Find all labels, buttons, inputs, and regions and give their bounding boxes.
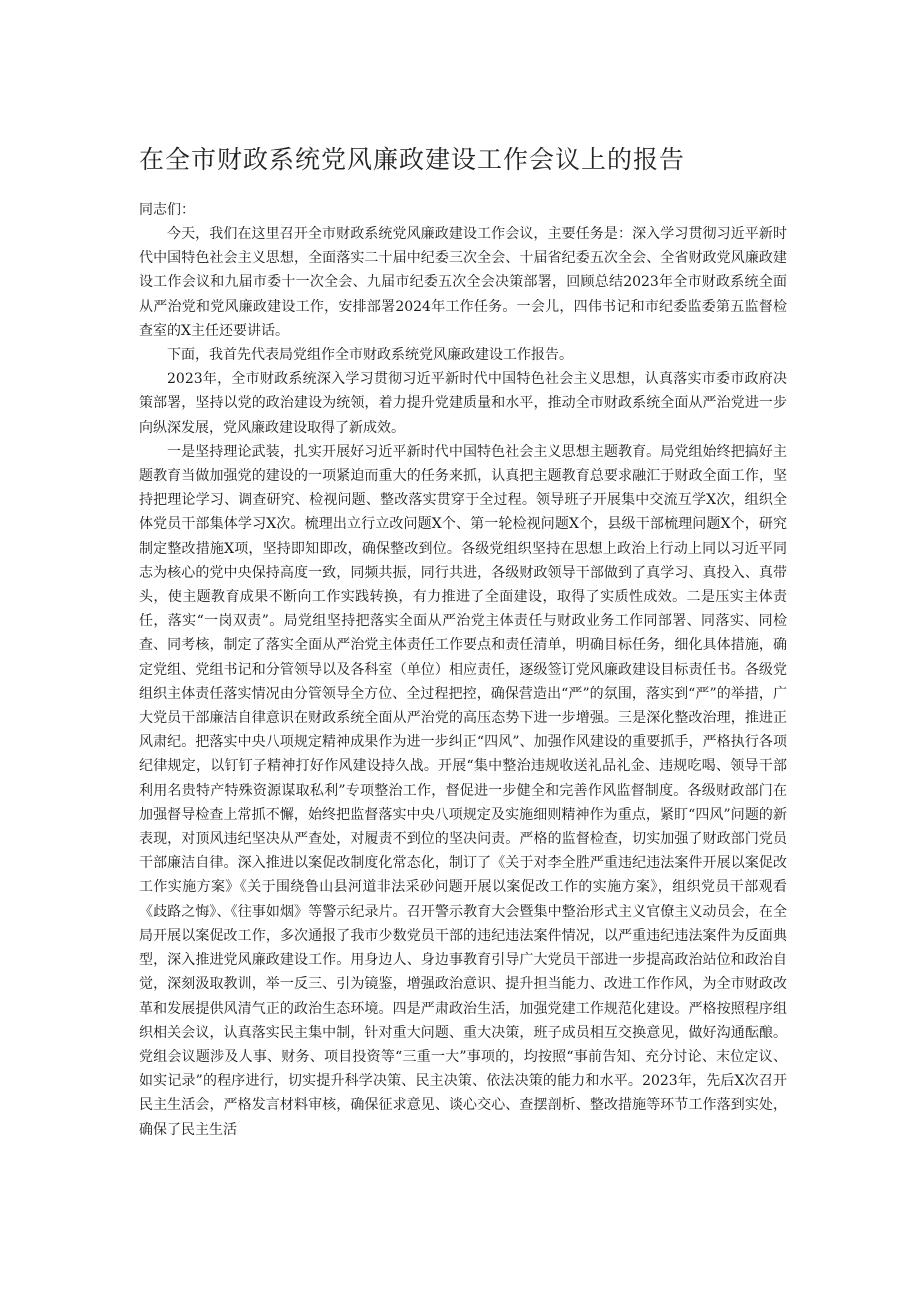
document-page [139, 0, 787, 1142]
paragraph-opening: 今天，我们在这里召开全市财政系统党风廉政建设工作会议，主要任务是：深入学习贯彻习近平新时代中国特色社会主义思想，全面落实二十届中纪委三次全会、十届省纪委五次全会、全省财政党风廉政建设工作会议和九届市委十一次全会、九届市纪委五次全会决策部署，回顾总结2023年全市财政系统全面从严治党和党风廉政建设工作，安排部署2024年工作任务。一会儿，四伟书记和市纪委监委第五监督检查室的X主任还要讲话。 [139, 226, 787, 339]
paragraph-intro: 下面，我首先代表局党组作全市财政系统党风廉政建设工作报告。 [167, 347, 573, 364]
salutation: 同志们： [139, 202, 195, 218]
paragraph-achievements: 一是坚持理论武装，扎实开展好习近平新时代中国特色社会主义思想主题教育。局党组始终把搞好主题教育当做加强党的建设的一项紧迫而重大的任务来抓，认真把主题教育总要求融汇于财政全面工作，坚持把理论学习、调查研究、检视问题、整改落实贯穿于全过程。领导班子开展集中交流互学X次，组织全体党员干部集体学习X次。梳理出立行立改问题X个、第一轮检视问题X个，县级干部梳理问题X个，研究制定整改措施X项，坚持即知即改，确保整改到位。各级党组织坚持在思想上政治上行动上同以习近平同志为核心的党中央保持高度一致，同频共振，同行共进，各级财政领导干部做到了真学习、真投入、真带头，使主题教育成果不断向工作实践转换，有力推进了全面建设，取得了实质性成效。二是压实主体责任，落实“一岗双责”。局党组坚持把落实全面从严治党主体责任与财政业务工作同部署、同落实、同检查、同考核，制定了落实全面从严治党主体责任工作要点和责任清单，明确目标任务，细化具体措施，确定党组、党组书记和分管领导以及各科室（单位）相应责任，逐级签订党风廉政建设目标责任书。各级党组织主体责任落实情况由分管领导全方位、全过程把控，确保营造出“严”的氛围，落实到“严”的举措，广大党员干部廉洁自律意识在财政系统全面从严治党的高压态势下进一步增强。三是深化整改治理，推进正风肃纪。把落实中央八项规定精神成果作为进一步纠正“四风”、加强作风建设的重要抓手，严格执行各项纪律规定，以钉钉子精神打好作风建设持久战。开展“集中整治违规收送礼品礼金、违规吃喝、领导干部利用名贵特产特殊资源谋取私利”专项整治工作，督促进一步健全和完善作风监督制度。各级财政部门在加强督导检查上常抓不懈，始终把监督落实中央八项规定及实施细则精神作为重点，紧盯“四风”问题的新表现，对顶风违纪坚决从严查处，对履责不到位的坚决问责。严格的监督检查，切实加强了财政部门党员干部廉洁自律。深入推进以案促改制度化常态化，制订了《关于对李全胜严重违纪违法案件开展以案促改工作实施方案》《关于围绕鲁山县河道非法采砂问题开展以案促改工作的实施方案》，组织党员干部观看《歧路之悔》、《往事如烟》等警示纪录片。召开警示教育大会暨集中整治形式主义官僚主义动员会，在全局开展以案促改工作，多次通报了我市少数党员干部的违纪违法案件情况，以严重违纪违法案件为反面典型，深入推进党风廉政建设工作。用身边人、身边事教育引导广大党员干部进一步提高政治站位和政治自觉，深刻汲取教训，举一反三、引为镜鉴，增强政治意识、提升担当能力、改进工作作风，为全市财政改革和发展提供风清气正的政治生态环境。四是严肃政治生活，加强党建工作规范化建设。严格按照程序组织相关会议，认真落实民主集中制，针对重大问题、重大决策，班子成员相互交换意见，做好沟通酝酿。党组会议题涉及人事、财务、项目投资等“三重一大”事项的，均按照“事前告知、充分讨论、末位定议、如实记录”的程序进行，切实提升科学决策、民主决策、依法决策的能力和水平。2023年，先后X次召开民主生活会，严格发言材料审核，确保征求意见、谈心交心、查摆剖析、整改措施等环节工作落到实处，确保了民主生活 [139, 443, 787, 1138]
paragraph-summary: 2023年，全市财政系统深入学习贯彻习近平新时代中国特色社会主义思想，认真落实市委市政府决策部署，坚持以党的政治建设为统领，着力提升党建质量和水平，推动全市财政系统全面从严治党进一步向纵深发展，党风廉政建设取得了新成效。 [139, 371, 787, 436]
document-title: 在全市财政系统党风廉政建设工作会议上的报告 [139, 145, 686, 174]
